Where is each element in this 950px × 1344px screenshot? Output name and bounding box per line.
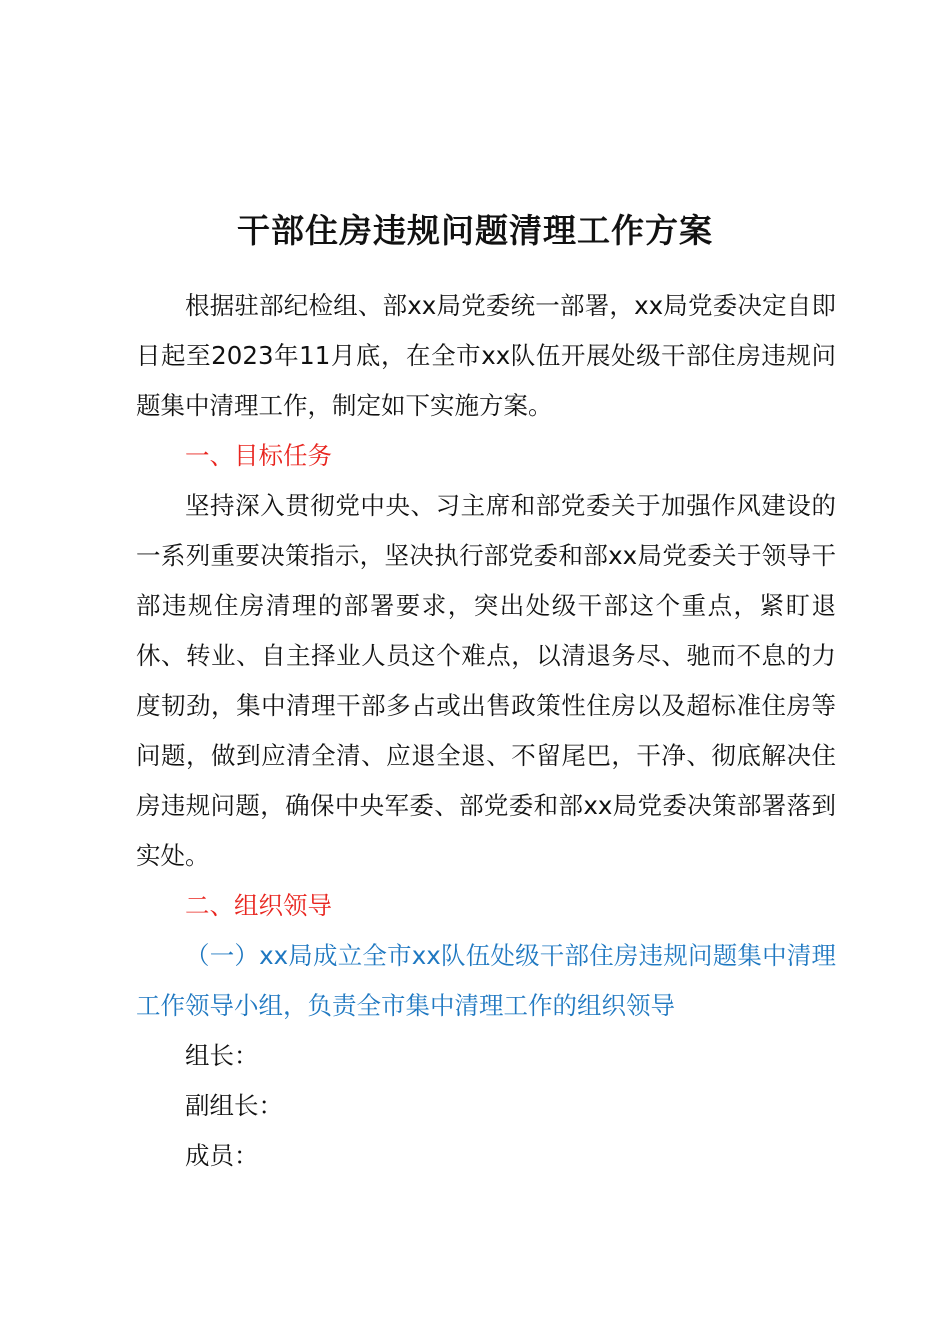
section-heading-organization: 二、组织领导 [185,891,332,920]
deputy-leader-label: 副组长： [185,1091,283,1120]
group-leader-label: 组长： [185,1041,259,1070]
section-heading-goals: 一、目标任务 [185,441,332,470]
members-label: 成员： [185,1141,259,1170]
document-title: 干部住房违规问题清理工作方案 [237,211,713,250]
goals-paragraph: 坚持深入贯彻党中央、习主席和部党委关于加强作风建设的一系列重要决策指示，坚决执行部党委和部xx局党委关于领导干部违规住房清理的部署要求，突出处级干部这个重点，紧盯退休、转业、自主择业人员这个难点，以清退务尽、驰而不息的力度韧劲，集中清理干部多占或出售政策性住房以及超标准住房等问题，做到应清全清、应退全退、不留尾巴，干净、彻底解决住房违规问题，确保中央军委、部党委和部xx局党委决策部署落到实处。 [136,491,836,870]
intro-paragraph: 根据驻部纪检组、部xx局党委统一部署，xx局党委决定自即日起至2023年11月底，在全市xx队伍开展处级干部住房违规问题集中清理工作，制定如下实施方案。 [136,291,836,420]
subsection-heading-leading-group: （一）xx局成立全市xx队伍处级干部住房违规问题集中清理工作领导小组，负责全市集中清理工作的组织领导 [136,941,836,1020]
